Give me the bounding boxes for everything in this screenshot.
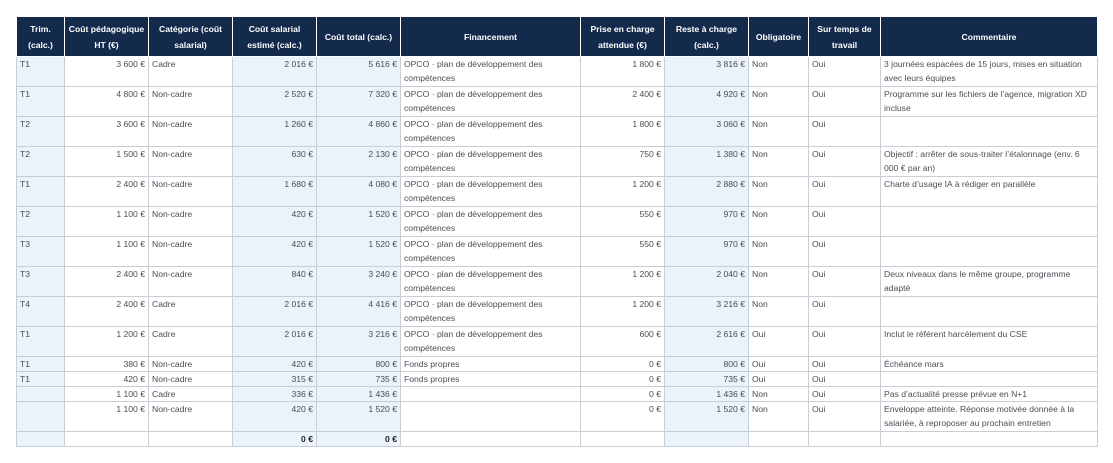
cell-financement[interactable]: OPCO · plan de développement des compétences [401, 147, 581, 177]
cell-prise-en-charge[interactable]: 1 800 € [581, 117, 665, 147]
cell-cout-pedagogique[interactable]: 1 100 € [65, 207, 149, 237]
cell-prise-en-charge[interactable] [581, 432, 665, 447]
cell-cout-total[interactable]: 2 130 € [317, 147, 401, 177]
cell-cout-pedagogique[interactable]: 2 400 € [65, 177, 149, 207]
col-header-financement[interactable]: Financement [401, 17, 581, 57]
cell-categorie[interactable]: Cadre [149, 327, 233, 357]
cell-obligatoire[interactable]: Oui [749, 327, 809, 357]
col-header-prise-en-charge[interactable]: Prise en charge attendue (€) [581, 17, 665, 57]
cell-reste-a-charge[interactable]: 1 380 € [665, 147, 749, 177]
cell-prise-en-charge[interactable]: 600 € [581, 327, 665, 357]
cell-trimestre[interactable] [17, 387, 65, 402]
cell-financement[interactable]: OPCO · plan de développement des compétences [401, 117, 581, 147]
cell-reste-a-charge[interactable]: 2 880 € [665, 177, 749, 207]
table-row [17, 267, 1098, 297]
cell-categorie[interactable]: Non-cadre [149, 267, 233, 297]
cell-reste-a-charge[interactable]: 3 816 € [665, 57, 749, 87]
cell-obligatoire[interactable]: Non [749, 117, 809, 147]
cell-reste-a-charge[interactable]: 970 € [665, 207, 749, 237]
cell-commentaire[interactable] [881, 237, 1098, 267]
cell-commentaire[interactable]: Échéance mars [881, 357, 1098, 372]
cell-reste-a-charge[interactable]: 3 060 € [665, 117, 749, 147]
training-budget-sheet [16, 16, 1097, 447]
cell-financement[interactable]: OPCO · plan de développement des compétences [401, 297, 581, 327]
col-header-cout-total[interactable]: Coût total (calc.) [317, 17, 401, 57]
cell-financement[interactable]: OPCO · plan de développement des compétences [401, 57, 581, 87]
cell-cout-total[interactable]: 1 520 € [317, 237, 401, 267]
cell-cout-total[interactable]: 4 080 € [317, 177, 401, 207]
table-row [17, 387, 1098, 402]
cell-prise-en-charge[interactable]: 1 200 € [581, 297, 665, 327]
cell-trimestre[interactable]: T1 [17, 372, 65, 387]
cell-trimestre[interactable]: T2 [17, 147, 65, 177]
cell-cout-pedagogique[interactable]: 2 400 € [65, 267, 149, 297]
cell-cout-pedagogique[interactable]: 1 100 € [65, 387, 149, 402]
cell-prise-en-charge[interactable]: 550 € [581, 237, 665, 267]
cell-prise-en-charge[interactable]: 1 200 € [581, 177, 665, 207]
cell-temps-de-travail[interactable]: Oui [809, 87, 881, 117]
cell-financement[interactable]: OPCO · plan de développement des compétences [401, 207, 581, 237]
cell-trimestre[interactable]: T1 [17, 357, 65, 372]
table-row [17, 147, 1098, 177]
cell-trimestre[interactable]: T3 [17, 267, 65, 297]
cell-obligatoire[interactable]: Non [749, 267, 809, 297]
cell-categorie[interactable]: Non-cadre [149, 177, 233, 207]
cell-commentaire[interactable] [881, 207, 1098, 237]
cell-cout-salarial[interactable]: 420 € [233, 357, 317, 372]
cell-categorie[interactable]: Non-cadre [149, 357, 233, 372]
cell-financement[interactable]: OPCO · plan de développement des compétences [401, 267, 581, 297]
cell-cout-salarial[interactable]: 315 € [233, 372, 317, 387]
cell-commentaire[interactable]: Inclut le référent harcèlement du CSE [881, 327, 1098, 357]
cell-trimestre[interactable]: T1 [17, 177, 65, 207]
cell-cout-salarial[interactable]: 2 016 € [233, 57, 317, 87]
cell-obligatoire[interactable]: Non [749, 237, 809, 267]
cell-cout-total[interactable]: 3 240 € [317, 267, 401, 297]
cell-obligatoire[interactable]: Non [749, 147, 809, 177]
cell-obligatoire[interactable]: Oui [749, 357, 809, 372]
cell-temps-de-travail[interactable]: Oui [809, 207, 881, 237]
col-header-categorie[interactable]: Catégorie (coût salarial) [149, 17, 233, 57]
cell-temps-de-travail[interactable]: Oui [809, 402, 881, 432]
cell-categorie[interactable]: Non-cadre [149, 87, 233, 117]
table-row [17, 57, 1098, 87]
cell-categorie[interactable]: Non-cadre [149, 147, 233, 177]
cell-obligatoire[interactable]: Non [749, 177, 809, 207]
table-row [17, 237, 1098, 267]
cell-temps-de-travail[interactable]: Oui [809, 237, 881, 267]
cell-cout-pedagogique[interactable]: 420 € [65, 372, 149, 387]
cell-commentaire[interactable]: Objectif : arrêter de sous-traiter l’étalonnage (env. 6 000 € par an) [881, 147, 1098, 177]
cell-commentaire[interactable]: Pas d’actualité presse prévue en N+1 [881, 387, 1098, 402]
cell-cout-pedagogique[interactable]: 4 800 € [65, 87, 149, 117]
cell-cout-salarial[interactable]: 336 € [233, 387, 317, 402]
cell-reste-a-charge[interactable]: 1 520 € [665, 402, 749, 432]
cell-prise-en-charge[interactable]: 1 200 € [581, 267, 665, 297]
cell-cout-salarial[interactable]: 420 € [233, 207, 317, 237]
cell-cout-pedagogique[interactable]: 2 400 € [65, 297, 149, 327]
cell-commentaire[interactable] [881, 297, 1098, 327]
table-row [17, 177, 1098, 207]
table-row [17, 87, 1098, 117]
total-row [17, 432, 1098, 447]
cell-financement[interactable]: OPCO · plan de développement des compétences [401, 177, 581, 207]
cell-financement[interactable]: Fonds propres [401, 357, 581, 372]
training-budget-table [16, 16, 1098, 447]
cell-categorie[interactable]: Non-cadre [149, 402, 233, 432]
col-header-commentaire[interactable]: Commentaire [881, 17, 1098, 57]
cell-cout-salarial[interactable]: 2 016 € [233, 297, 317, 327]
cell-cout-pedagogique[interactable]: 3 600 € [65, 117, 149, 147]
cell-categorie[interactable]: Non-cadre [149, 207, 233, 237]
cell-reste-a-charge[interactable]: 735 € [665, 372, 749, 387]
cell-categorie[interactable]: Non-cadre [149, 372, 233, 387]
cell-cout-pedagogique[interactable]: 1 500 € [65, 147, 149, 177]
table-row [17, 357, 1098, 372]
cell-obligatoire[interactable]: Non [749, 297, 809, 327]
cell-trimestre[interactable]: T1 [17, 57, 65, 87]
cell-cout-salarial[interactable]: 420 € [233, 402, 317, 432]
cell-commentaire[interactable]: Charte d’usage IA à rédiger en parallèle [881, 177, 1098, 207]
cell-reste-a-charge[interactable] [665, 432, 749, 447]
cell-cout-pedagogique[interactable]: 3 600 € [65, 57, 149, 87]
cell-categorie[interactable]: Cadre [149, 387, 233, 402]
cell-financement[interactable] [401, 402, 581, 432]
cell-trimestre[interactable] [17, 432, 65, 447]
cell-temps-de-travail[interactable] [809, 432, 881, 447]
cell-trimestre[interactable]: T1 [17, 327, 65, 357]
cell-cout-total[interactable]: 800 € [317, 357, 401, 372]
cell-commentaire[interactable]: Deux niveaux dans le même groupe, programme adapté [881, 267, 1098, 297]
cell-categorie[interactable]: Cadre [149, 57, 233, 87]
cell-commentaire[interactable] [881, 372, 1098, 387]
cell-cout-pedagogique[interactable]: 1 200 € [65, 327, 149, 357]
cell-prise-en-charge[interactable]: 0 € [581, 372, 665, 387]
table-row [17, 372, 1098, 387]
col-header-cout-salarial[interactable]: Coût salarial estimé (calc.) [233, 17, 317, 57]
cell-obligatoire[interactable]: Non [749, 387, 809, 402]
cell-commentaire[interactable] [881, 432, 1098, 447]
cell-cout-total[interactable]: 1 520 € [317, 207, 401, 237]
cell-categorie[interactable]: Non-cadre [149, 237, 233, 267]
cell-commentaire[interactable] [881, 117, 1098, 147]
cell-cout-pedagogique[interactable] [65, 432, 149, 447]
cell-temps-de-travail[interactable]: Oui [809, 267, 881, 297]
cell-obligatoire[interactable]: Non [749, 57, 809, 87]
table-row [17, 327, 1098, 357]
col-header-trimestre[interactable]: Trim. (calc.) [17, 17, 65, 57]
cell-reste-a-charge[interactable]: 4 920 € [665, 87, 749, 117]
cell-financement[interactable] [401, 432, 581, 447]
cell-temps-de-travail[interactable]: Oui [809, 387, 881, 402]
cell-temps-de-travail[interactable]: Oui [809, 372, 881, 387]
cell-cout-salarial[interactable]: 2 520 € [233, 87, 317, 117]
cell-cout-total[interactable]: 735 € [317, 372, 401, 387]
col-header-temps-de-travail[interactable]: Sur temps de travail [809, 17, 881, 57]
cell-categorie[interactable]: Non-cadre [149, 117, 233, 147]
cell-reste-a-charge[interactable]: 1 436 € [665, 387, 749, 402]
table-row [17, 297, 1098, 327]
header-row [17, 17, 1098, 57]
cell-obligatoire[interactable]: Non [749, 87, 809, 117]
cell-prise-en-charge[interactable]: 0 € [581, 402, 665, 432]
cell-cout-salarial[interactable]: 840 € [233, 267, 317, 297]
cell-prise-en-charge[interactable]: 750 € [581, 147, 665, 177]
table-body [17, 57, 1098, 447]
cell-financement[interactable]: OPCO · plan de développement des compétences [401, 87, 581, 117]
cell-financement[interactable] [401, 387, 581, 402]
cell-trimestre[interactable]: T2 [17, 117, 65, 147]
table-row [17, 402, 1098, 432]
cell-cout-salarial[interactable]: 420 € [233, 237, 317, 267]
cell-categorie[interactable] [149, 432, 233, 447]
cell-cout-total[interactable]: 4 416 € [317, 297, 401, 327]
cell-financement[interactable]: OPCO · plan de développement des compétences [401, 237, 581, 267]
total-cout-salarial[interactable]: 0 € [233, 432, 317, 447]
cell-temps-de-travail[interactable]: Oui [809, 327, 881, 357]
table-row [17, 207, 1098, 237]
cell-cout-pedagogique[interactable]: 1 100 € [65, 237, 149, 267]
cell-prise-en-charge[interactable]: 2 400 € [581, 87, 665, 117]
cell-reste-a-charge[interactable]: 2 616 € [665, 327, 749, 357]
cell-financement[interactable]: OPCO · plan de développement des compétences [401, 327, 581, 357]
cell-cout-salarial[interactable]: 630 € [233, 147, 317, 177]
cell-cout-salarial[interactable]: 1 260 € [233, 117, 317, 147]
cell-trimestre[interactable]: T3 [17, 237, 65, 267]
cell-categorie[interactable]: Cadre [149, 297, 233, 327]
cell-temps-de-travail[interactable]: Oui [809, 117, 881, 147]
cell-prise-en-charge[interactable]: 0 € [581, 357, 665, 372]
cell-reste-a-charge[interactable]: 970 € [665, 237, 749, 267]
cell-cout-salarial[interactable]: 1 680 € [233, 177, 317, 207]
cell-prise-en-charge[interactable]: 550 € [581, 207, 665, 237]
cell-cout-total[interactable]: 4 860 € [317, 117, 401, 147]
cell-cout-total[interactable]: 1 436 € [317, 387, 401, 402]
cell-reste-a-charge[interactable]: 2 040 € [665, 267, 749, 297]
cell-trimestre[interactable] [17, 402, 65, 432]
cell-trimestre[interactable]: T4 [17, 297, 65, 327]
cell-trimestre[interactable]: T2 [17, 207, 65, 237]
cell-obligatoire[interactable]: Non [749, 402, 809, 432]
cell-cout-total[interactable]: 1 520 € [317, 402, 401, 432]
cell-obligatoire[interactable]: Non [749, 207, 809, 237]
cell-temps-de-travail[interactable]: Oui [809, 297, 881, 327]
cell-prise-en-charge[interactable]: 0 € [581, 387, 665, 402]
cell-cout-pedagogique[interactable]: 1 100 € [65, 402, 149, 432]
cell-trimestre[interactable]: T1 [17, 87, 65, 117]
cell-reste-a-charge[interactable]: 3 216 € [665, 297, 749, 327]
cell-temps-de-travail[interactable]: Oui [809, 357, 881, 372]
cell-commentaire[interactable]: Programme sur les fichiers de l’agence, migration XD incluse [881, 87, 1098, 117]
cell-commentaire[interactable]: Enveloppe atteinte. Réponse motivée donnée à la salariée, à reproposer au prochain entretien [881, 402, 1098, 432]
cell-cout-total[interactable]: 5 616 € [317, 57, 401, 87]
cell-cout-total[interactable]: 3 216 € [317, 327, 401, 357]
cell-obligatoire[interactable]: Oui [749, 372, 809, 387]
cell-temps-de-travail[interactable]: Oui [809, 57, 881, 87]
total-cout-total[interactable]: 0 € [317, 432, 401, 447]
cell-temps-de-travail[interactable]: Oui [809, 147, 881, 177]
table-row [17, 117, 1098, 147]
cell-cout-total[interactable]: 7 320 € [317, 87, 401, 117]
cell-financement[interactable]: Fonds propres [401, 372, 581, 387]
col-header-cout-pedagogique[interactable]: Coût pédagogique HT (€) [65, 17, 149, 57]
cell-commentaire[interactable]: 3 journées espacées de 15 jours, mises en situation avec leurs équipes [881, 57, 1098, 87]
cell-temps-de-travail[interactable]: Oui [809, 177, 881, 207]
cell-prise-en-charge[interactable]: 1 800 € [581, 57, 665, 87]
cell-cout-salarial[interactable]: 2 016 € [233, 327, 317, 357]
cell-reste-a-charge[interactable]: 800 € [665, 357, 749, 372]
cell-obligatoire[interactable] [749, 432, 809, 447]
col-header-reste-a-charge[interactable]: Reste à charge (calc.) [665, 17, 749, 57]
cell-cout-pedagogique[interactable]: 380 € [65, 357, 149, 372]
col-header-obligatoire[interactable]: Obligatoire [749, 17, 809, 57]
